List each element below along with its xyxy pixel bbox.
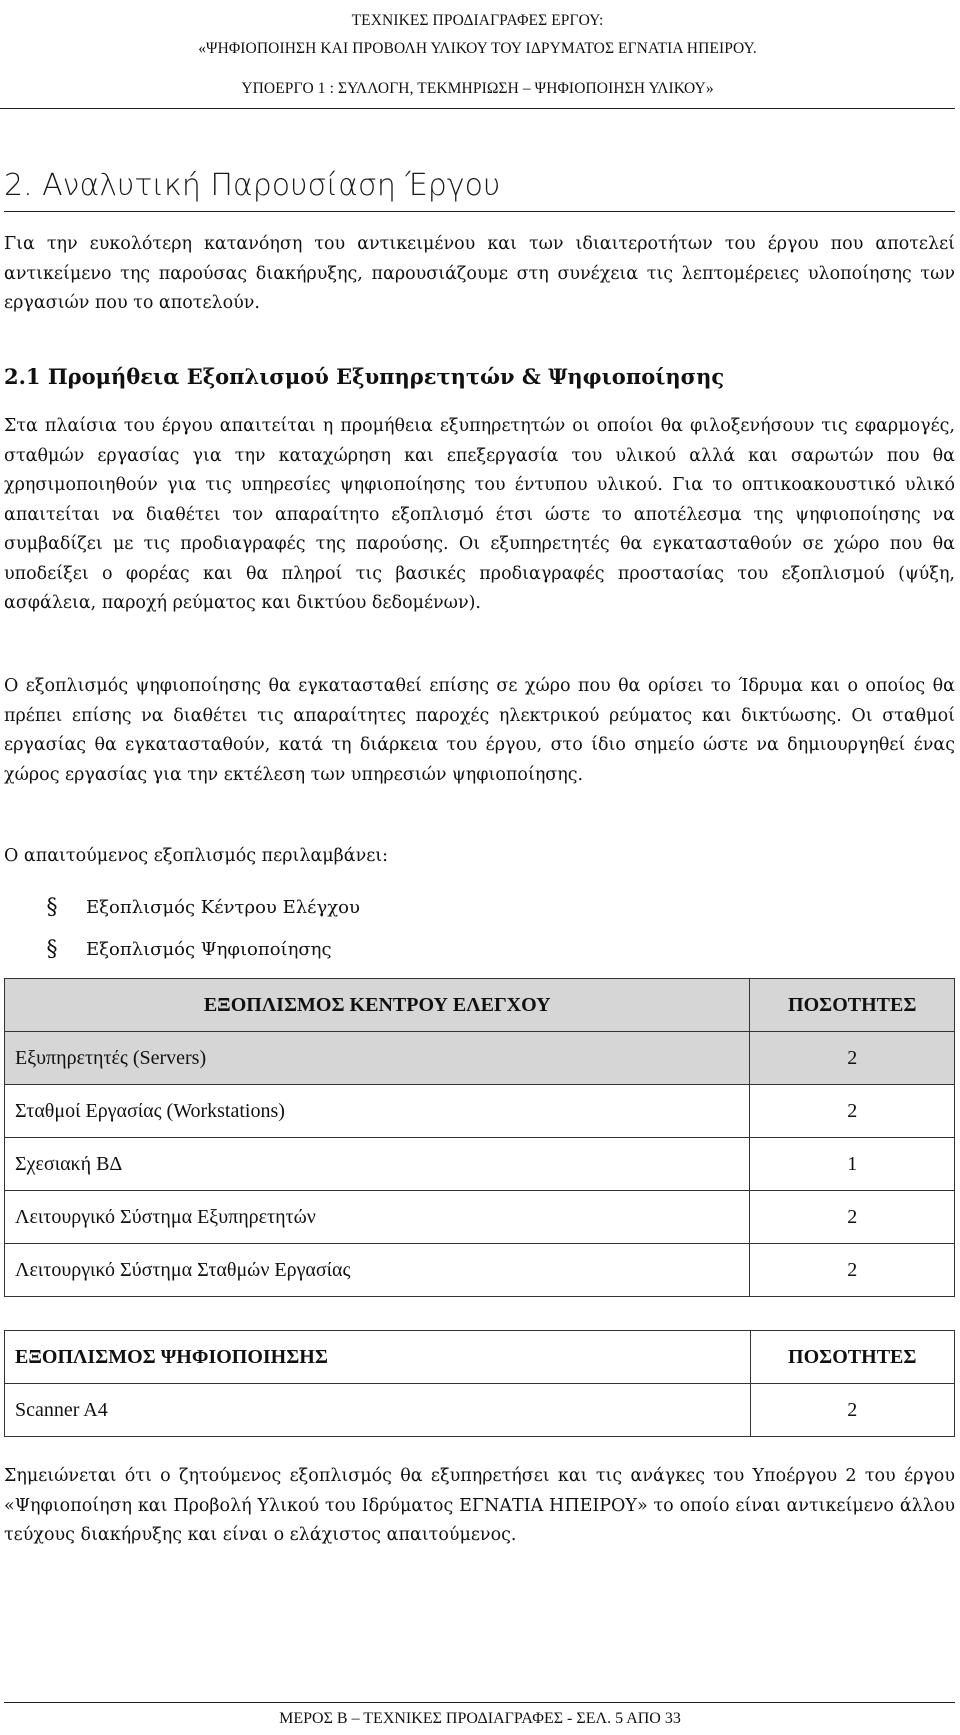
quantity-cell: 2 — [750, 1244, 955, 1297]
intro-paragraph: Για την ευκολότερη κατανόηση του αντικειμένου και των ιδιαιτεροτήτων του έργου που αποτελεί αντικείμενο της παρούσας διακήρυξης, παρουσιάζουμε στη συνέχεια τις λεπτομέρειες υλοποίησης των εργασιών που το αποτελούν. — [4, 234, 955, 313]
column-header-quantity: ΠΟΣΟΤΗΤΕΣ — [750, 979, 955, 1032]
equipment-cell: Εξυπηρετητές (Servers) — [5, 1032, 750, 1085]
list-item — [4, 928, 904, 970]
section-sign-icon: § — [46, 894, 58, 920]
column-header-quantity: ΠΟΣΟΤΗΤΕΣ — [750, 1331, 954, 1384]
paragraph-servers: Στα πλαίσια του έργου απαιτείται η προμήθεια εξυπηρετητών οι οποίοι θα φιλοξενήσουν τις εφαρμογές, σταθμών εργασίας για την καταχώρηση και επεξεργασία του υλικού αλλά και σαρωτών που θα χρησιμοποιηθούν για τις υπηρεσίες ψηφιοποίησης του έντυπου υλικού. Για το οπτικοακουστικό υλικό απαιτείται να διαθέτει τον απαραίτητο εξοπλισμό έτσι ώστε το αποτέλεσμα της ψηφιοποίησης να συμβαδίζει με τις προδιαγραφές της παρούσης. Οι εξυπηρετητές θα εγκατασταθούν σε χώρο που θα υποδείξει ο φορέας και θα πληροί τις βασικές προδιαγραφές προστασίας του εξοπλισμού (ψύξη, ασφάλεια, παροχή ρεύματος και δικτύου δεδομένων). — [4, 416, 955, 613]
table-header-row — [5, 1331, 955, 1384]
table-row — [5, 1138, 955, 1191]
equipment-cell: Σταθμοί Εργασίας (Workstations) — [5, 1085, 750, 1138]
table-row — [5, 1384, 955, 1437]
equipment-cell: Λειτουργικό Σύστημα Σταθμών Εργασίας — [5, 1244, 750, 1297]
digitization-equipment-table — [4, 1330, 955, 1437]
paragraph-equipment-intro: Ο απαιτούμενος εξοπλισμός περιλαμβάνει: — [4, 846, 389, 866]
page-footer: ΜΕΡΟΣ Β – ΤΕΧΝΙΚΕΣ ΠΡΟΔΙΑΓΡΑΦΕΣ - ΣΕΛ. 5 ΑΠΟ 33 — [279, 1710, 681, 1727]
list-item-label: Εξοπλισμός Ψηφιοποίησης — [86, 938, 332, 960]
list-item — [4, 886, 904, 928]
quantity-cell: 2 — [750, 1384, 954, 1437]
closing-paragraph: Σημειώνεται ότι ο ζητούμενος εξοπλισμός θα εξυπηρετήσει και τις ανάγκες του Υποέργου 2 του έργου «Ψηφιοποίηση και Προβολή Υλικού του Ιδρύματος ΕΓΝΑΤΙΑ ΗΠΕΙΡΟΥ» το οποίο είναι αντικείμενο άλλου τεύχους διακήρυξης και είναι ο ελάχιστος απαιτούμενος. — [4, 1466, 955, 1545]
column-header-equipment: ΕΞΟΠΛΙΣΜΟΣ ΚΕΝΤΡΟΥ ΕΛΕΓΧΟΥ — [5, 979, 750, 1032]
quantity-cell: 2 — [750, 1032, 955, 1085]
table-row — [5, 1085, 955, 1138]
section-title: 2. Αναλυτική Παρουσίαση Έργου — [4, 168, 955, 212]
equipment-cell: Scanner A4 — [5, 1384, 751, 1437]
column-header-equipment: ΕΞΟΠΛΙΣΜΟΣ ΨΗΦΙΟΠΟΙΗΣΗΣ — [5, 1331, 751, 1384]
table-row — [5, 1032, 955, 1085]
subsection-title: 2.1 Προμήθεια Εξοπλισμού Εξυπηρετητών & Ψηφιοποίησης — [4, 364, 725, 389]
equipment-cell: Σχεσιακή ΒΔ — [5, 1138, 750, 1191]
section-sign-icon: § — [46, 936, 58, 962]
table-row — [5, 1244, 955, 1297]
equipment-list — [4, 886, 904, 970]
footer-divider — [4, 1702, 955, 1703]
header-line-2: «ΨΗΦΙΟΠΟΙΗΣΗ ΚΑΙ ΠΡΟΒΟΛΗ ΥΛΙΚΟΥ ΤΟΥ ΙΔΡΥΜΑΤΟΣ ΕΓΝΑΤΙΑ ΗΠΕΙΡΟΥ. — [198, 40, 757, 57]
header-line-1: ΤΕΧΝΙΚΕΣ ΠΡΟΔΙΑΓΡΑΦΕΣ ΕΡΓΟΥ: — [351, 12, 604, 29]
header-line-3: ΥΠΟΕΡΓΟ 1 : ΣΥΛΛΟΓΗ, ΤΕΚΜΗΡΙΩΣΗ – ΨΗΦΙΟΠΟΙΗΣΗ ΥΛΙΚΟΥ» — [241, 80, 714, 97]
control-center-equipment-table — [4, 978, 955, 1297]
table-header-row — [5, 979, 955, 1032]
equipment-cell: Λειτουργικό Σύστημα Εξυπηρετητών — [5, 1191, 750, 1244]
quantity-cell: 1 — [750, 1138, 955, 1191]
quantity-cell: 2 — [750, 1191, 955, 1244]
paragraph-digitization: Ο εξοπλισμός ψηφιοποίησης θα εγκατασταθεί επίσης σε χώρο που θα ορίσει το Ίδρυμα και ο οποίος θα πρέπει επίσης να διαθέτει τις απαραίτητες παροχές ηλεκτρικού ρεύματος και δικτύωσης. Οι σταθμοί εργασίας θα εγκατασταθούν, κατά τη διάρκεια του έργου, στο ίδιο σημείο ώστε να δημιουργηθεί ένας χώρος εργασίας για την εκτέλεση των υπηρεσιών ψηφιοποίησης. — [4, 676, 955, 785]
table-row — [5, 1191, 955, 1244]
list-item-label: Εξοπλισμός Κέντρου Ελέγχου — [86, 896, 360, 918]
quantity-cell: 2 — [750, 1085, 955, 1138]
document-header — [0, 0, 955, 109]
